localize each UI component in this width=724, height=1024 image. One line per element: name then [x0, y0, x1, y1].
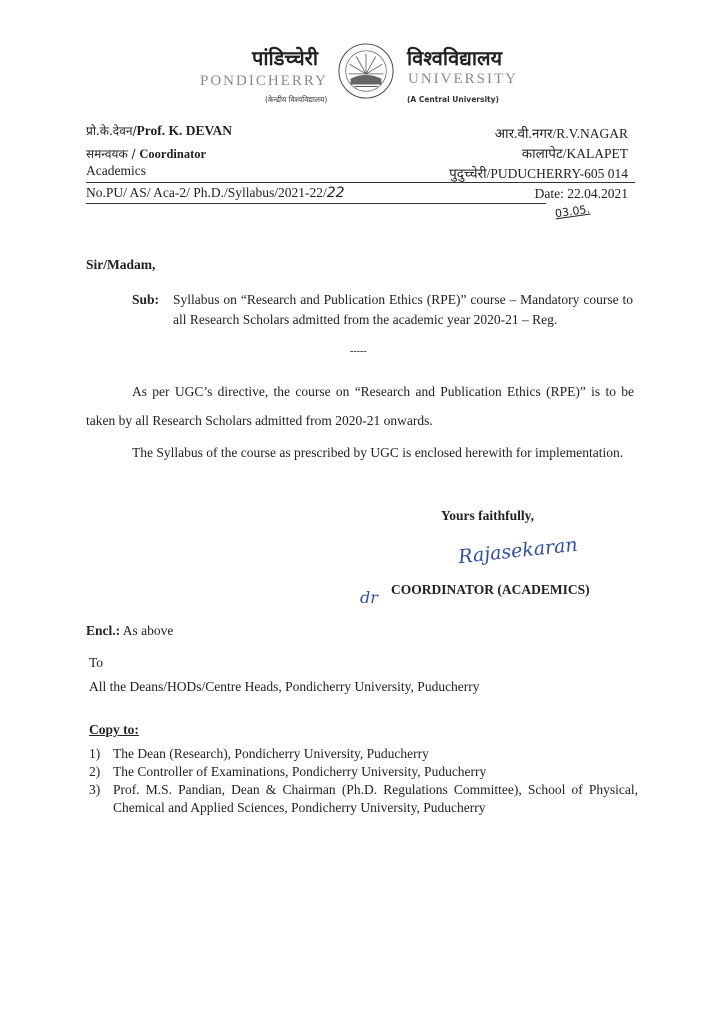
university-subtitle-hindi: (केन्द्रीय विश्वविद्यालय) [265, 95, 328, 104]
letter-date: Date: 22.04.2021 [534, 186, 628, 201]
subject-separator: ----- [350, 346, 367, 357]
subject-text: Syllabus on “Research and Publication Ethics (RPE)” course – Mandatory course to all Research Scholars admitted from the academic year 2020-21 – Reg. [173, 292, 633, 327]
copy-item-3-text: Prof. M.S. Pandian, Dean & Chairman (Ph.D. Regulations Committee), School of Physical, Chemical and Applied Sciences, Pondicherry University, Puducherry [113, 782, 638, 815]
sender-name [86, 122, 232, 139]
subject-label: Sub: [132, 292, 160, 307]
sender-role-hindi: समन्वयक / [86, 147, 140, 161]
sender-name-english: Prof. K. DEVAN [136, 123, 233, 138]
sender-role-english: Coordinator [139, 147, 207, 161]
address-line-3: पुदुच्चेरी/PUDUCHERRY-605 014 [449, 166, 628, 181]
copy-item-2-number: 2) [89, 764, 101, 779]
enclosure-label: Encl.: [86, 623, 121, 638]
salutation: Sir/Madam, [86, 257, 156, 272]
initials: dr [360, 588, 378, 607]
university-seal-logo [337, 42, 395, 100]
copy-item-3-number: 3) [89, 782, 101, 797]
copy-item-1-number: 1) [89, 746, 101, 761]
header-rule-top [86, 182, 635, 183]
enclosure [86, 618, 173, 643]
copy-item-1-text: The Dean (Research), Pondicherry University, Puducherry [113, 746, 429, 761]
to-recipients: All the Deans/HODs/Centre Heads, Pondicherry University, Puducherry [89, 679, 480, 694]
header-rule-bottom [86, 203, 546, 204]
enclosure-text: As above [120, 623, 174, 638]
signatory-title: COORDINATOR (ACADEMICS) [391, 582, 590, 597]
to-label: To [89, 655, 104, 670]
handwritten-date: 03.05. [554, 202, 591, 221]
signature: Rajasekaran [457, 533, 579, 569]
copy-to-label: Copy to: [89, 722, 139, 737]
reference-number-text: No.PU/ AS/ Aca-2/ Ph.D./Syllabus/2021-22/ [86, 185, 327, 200]
paragraph-1: As per UGC’s directive, the course on “Research and Publication Ethics (RPE)” is to be taken by all Research Scholars admitted from 2020-21 onwards. [86, 384, 634, 428]
sender-role [86, 145, 206, 162]
address-line-1: आर.वी.नगर/R.V.NAGAR [494, 126, 628, 141]
university-name-english-right: UNIVERSITY [408, 71, 518, 87]
university-name-hindi-left: पांडिच्चेरी [252, 46, 319, 70]
closing-phrase: Yours faithfully, [441, 508, 535, 523]
university-name-english-left: PONDICHERRY [200, 73, 328, 89]
reference-number [86, 185, 345, 201]
sender-department: Academics [86, 163, 146, 178]
paragraph-2: The Syllabus of the course as prescribed by UGC is enclosed herewith for implementation. [132, 445, 624, 460]
address-line-2: कालापेट/KALAPET [521, 146, 628, 161]
sender-name-hindi: प्रो.के.देवन/ [86, 124, 137, 138]
copy-item-2-text: The Controller of Examinations, Pondicherry University, Puducherry [113, 764, 487, 779]
university-name-hindi-right: विश्वविद्यालय [407, 46, 503, 70]
university-subtitle-english: (A Central University) [407, 95, 499, 104]
reference-number-handwritten: 22 [326, 185, 345, 201]
